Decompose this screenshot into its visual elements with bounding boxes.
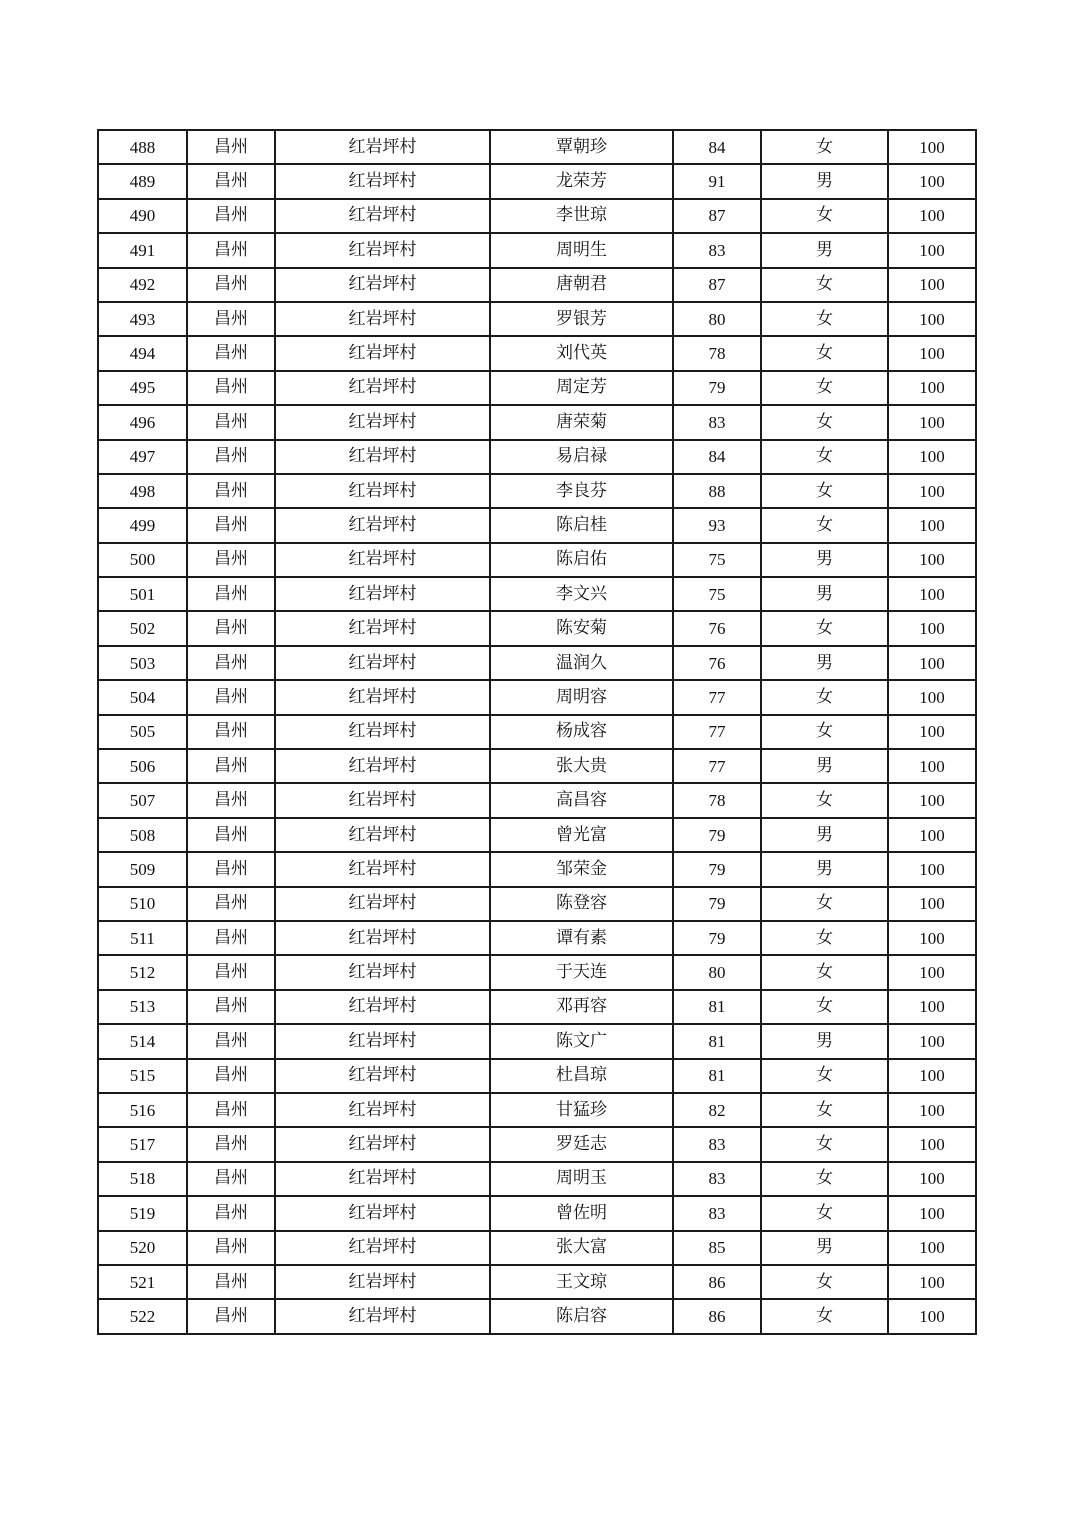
table-row — [98, 783, 976, 817]
village-cell: 红岩坪村 — [275, 543, 490, 577]
name-cell: 温润久 — [490, 646, 673, 680]
table-row — [98, 1024, 976, 1058]
age-cell: 79 — [673, 852, 761, 886]
table-row — [98, 818, 976, 852]
village-cell: 红岩坪村 — [275, 1024, 490, 1058]
village-cell: 红岩坪村 — [275, 715, 490, 749]
table-row — [98, 852, 976, 886]
age-cell: 85 — [673, 1231, 761, 1265]
name-cell: 李文兴 — [490, 577, 673, 611]
table-row — [98, 611, 976, 645]
row-number-cell: 517 — [98, 1127, 187, 1161]
age-cell: 87 — [673, 268, 761, 302]
name-cell: 陈安菊 — [490, 611, 673, 645]
township-cell: 昌州 — [187, 1059, 275, 1093]
age-cell: 81 — [673, 1024, 761, 1058]
age-cell: 78 — [673, 783, 761, 817]
amount-cell: 100 — [888, 302, 976, 336]
age-cell: 83 — [673, 1196, 761, 1230]
name-cell: 陈启容 — [490, 1299, 673, 1333]
age-cell: 81 — [673, 990, 761, 1024]
age-cell: 79 — [673, 371, 761, 405]
table-row — [98, 715, 976, 749]
row-number-cell: 511 — [98, 921, 187, 955]
village-cell: 红岩坪村 — [275, 336, 490, 370]
gender-cell: 女 — [761, 611, 888, 645]
village-cell: 红岩坪村 — [275, 646, 490, 680]
amount-cell: 100 — [888, 1024, 976, 1058]
roster-table — [97, 129, 977, 1335]
village-cell: 红岩坪村 — [275, 1059, 490, 1093]
village-cell: 红岩坪村 — [275, 887, 490, 921]
row-number-cell: 519 — [98, 1196, 187, 1230]
row-number-cell: 515 — [98, 1059, 187, 1093]
township-cell: 昌州 — [187, 199, 275, 233]
row-number-cell: 506 — [98, 749, 187, 783]
table-row — [98, 440, 976, 474]
table-row — [98, 680, 976, 714]
village-cell: 红岩坪村 — [275, 268, 490, 302]
township-cell: 昌州 — [187, 715, 275, 749]
village-cell: 红岩坪村 — [275, 783, 490, 817]
gender-cell: 男 — [761, 818, 888, 852]
age-cell: 79 — [673, 921, 761, 955]
township-cell: 昌州 — [187, 818, 275, 852]
amount-cell: 100 — [888, 440, 976, 474]
table-row — [98, 749, 976, 783]
village-cell: 红岩坪村 — [275, 233, 490, 267]
age-cell: 86 — [673, 1265, 761, 1299]
township-cell: 昌州 — [187, 164, 275, 198]
amount-cell: 100 — [888, 887, 976, 921]
amount-cell: 100 — [888, 268, 976, 302]
township-cell: 昌州 — [187, 233, 275, 267]
age-cell: 83 — [673, 233, 761, 267]
gender-cell: 女 — [761, 680, 888, 714]
table-row — [98, 1231, 976, 1265]
row-number-cell: 498 — [98, 474, 187, 508]
table-row — [98, 921, 976, 955]
table-row — [98, 1162, 976, 1196]
age-cell: 86 — [673, 1299, 761, 1333]
row-number-cell: 503 — [98, 646, 187, 680]
township-cell: 昌州 — [187, 1127, 275, 1161]
township-cell: 昌州 — [187, 1196, 275, 1230]
amount-cell: 100 — [888, 164, 976, 198]
township-cell: 昌州 — [187, 749, 275, 783]
table-row — [98, 474, 976, 508]
amount-cell: 100 — [888, 611, 976, 645]
row-number-cell: 492 — [98, 268, 187, 302]
row-number-cell: 518 — [98, 1162, 187, 1196]
age-cell: 93 — [673, 508, 761, 542]
table-row — [98, 302, 976, 336]
table-row — [98, 371, 976, 405]
village-cell: 红岩坪村 — [275, 990, 490, 1024]
name-cell: 周明玉 — [490, 1162, 673, 1196]
name-cell: 曾佐明 — [490, 1196, 673, 1230]
row-number-cell: 510 — [98, 887, 187, 921]
table-row — [98, 199, 976, 233]
village-cell: 红岩坪村 — [275, 474, 490, 508]
name-cell: 刘代英 — [490, 336, 673, 370]
name-cell: 唐朝君 — [490, 268, 673, 302]
age-cell: 83 — [673, 1127, 761, 1161]
row-number-cell: 491 — [98, 233, 187, 267]
table-row — [98, 1265, 976, 1299]
name-cell: 罗银芳 — [490, 302, 673, 336]
village-cell: 红岩坪村 — [275, 1093, 490, 1127]
gender-cell: 男 — [761, 164, 888, 198]
township-cell: 昌州 — [187, 1162, 275, 1196]
table-row — [98, 268, 976, 302]
name-cell: 张大富 — [490, 1231, 673, 1265]
name-cell: 周明生 — [490, 233, 673, 267]
row-number-cell: 505 — [98, 715, 187, 749]
row-number-cell: 501 — [98, 577, 187, 611]
amount-cell: 100 — [888, 1093, 976, 1127]
village-cell: 红岩坪村 — [275, 1299, 490, 1333]
gender-cell: 男 — [761, 852, 888, 886]
amount-cell: 100 — [888, 1231, 976, 1265]
village-cell: 红岩坪村 — [275, 1162, 490, 1196]
name-cell: 邹荣金 — [490, 852, 673, 886]
village-cell: 红岩坪村 — [275, 577, 490, 611]
row-number-cell: 507 — [98, 783, 187, 817]
table-row — [98, 955, 976, 989]
gender-cell: 女 — [761, 199, 888, 233]
amount-cell: 100 — [888, 233, 976, 267]
row-number-cell: 508 — [98, 818, 187, 852]
age-cell: 83 — [673, 1162, 761, 1196]
gender-cell: 女 — [761, 1299, 888, 1333]
village-cell: 红岩坪村 — [275, 440, 490, 474]
township-cell: 昌州 — [187, 130, 275, 164]
name-cell: 高昌容 — [490, 783, 673, 817]
township-cell: 昌州 — [187, 268, 275, 302]
name-cell: 于天连 — [490, 955, 673, 989]
amount-cell: 100 — [888, 474, 976, 508]
township-cell: 昌州 — [187, 336, 275, 370]
village-cell: 红岩坪村 — [275, 1196, 490, 1230]
township-cell: 昌州 — [187, 783, 275, 817]
age-cell: 84 — [673, 130, 761, 164]
village-cell: 红岩坪村 — [275, 749, 490, 783]
township-cell: 昌州 — [187, 508, 275, 542]
row-number-cell: 504 — [98, 680, 187, 714]
village-cell: 红岩坪村 — [275, 199, 490, 233]
row-number-cell: 496 — [98, 405, 187, 439]
age-cell: 88 — [673, 474, 761, 508]
table-row — [98, 887, 976, 921]
township-cell: 昌州 — [187, 646, 275, 680]
row-number-cell: 521 — [98, 1265, 187, 1299]
township-cell: 昌州 — [187, 1265, 275, 1299]
age-cell: 76 — [673, 611, 761, 645]
amount-cell: 100 — [888, 508, 976, 542]
row-number-cell: 514 — [98, 1024, 187, 1058]
amount-cell: 100 — [888, 371, 976, 405]
gender-cell: 女 — [761, 783, 888, 817]
gender-cell: 女 — [761, 371, 888, 405]
amount-cell: 100 — [888, 818, 976, 852]
gender-cell: 女 — [761, 405, 888, 439]
amount-cell: 100 — [888, 680, 976, 714]
gender-cell: 男 — [761, 233, 888, 267]
amount-cell: 100 — [888, 1059, 976, 1093]
name-cell: 覃朝珍 — [490, 130, 673, 164]
village-cell: 红岩坪村 — [275, 130, 490, 164]
township-cell: 昌州 — [187, 1093, 275, 1127]
age-cell: 87 — [673, 199, 761, 233]
age-cell: 75 — [673, 577, 761, 611]
village-cell: 红岩坪村 — [275, 852, 490, 886]
township-cell: 昌州 — [187, 680, 275, 714]
name-cell: 陈启佑 — [490, 543, 673, 577]
table-row — [98, 1059, 976, 1093]
name-cell: 张大贵 — [490, 749, 673, 783]
gender-cell: 女 — [761, 336, 888, 370]
gender-cell: 女 — [761, 1059, 888, 1093]
age-cell: 75 — [673, 543, 761, 577]
gender-cell: 女 — [761, 508, 888, 542]
row-number-cell: 520 — [98, 1231, 187, 1265]
row-number-cell: 495 — [98, 371, 187, 405]
village-cell: 红岩坪村 — [275, 405, 490, 439]
roster-sheet — [97, 129, 975, 1335]
table-row — [98, 1127, 976, 1161]
township-cell: 昌州 — [187, 852, 275, 886]
gender-cell: 男 — [761, 749, 888, 783]
row-number-cell: 522 — [98, 1299, 187, 1333]
age-cell: 79 — [673, 887, 761, 921]
amount-cell: 100 — [888, 336, 976, 370]
row-number-cell: 488 — [98, 130, 187, 164]
name-cell: 周定芳 — [490, 371, 673, 405]
township-cell: 昌州 — [187, 371, 275, 405]
age-cell: 77 — [673, 680, 761, 714]
amount-cell: 100 — [888, 1196, 976, 1230]
name-cell: 周明容 — [490, 680, 673, 714]
gender-cell: 男 — [761, 1024, 888, 1058]
table-row — [98, 543, 976, 577]
village-cell: 红岩坪村 — [275, 508, 490, 542]
gender-cell: 女 — [761, 440, 888, 474]
township-cell: 昌州 — [187, 474, 275, 508]
row-number-cell: 493 — [98, 302, 187, 336]
age-cell: 77 — [673, 749, 761, 783]
township-cell: 昌州 — [187, 440, 275, 474]
township-cell: 昌州 — [187, 921, 275, 955]
table-row — [98, 990, 976, 1024]
village-cell: 红岩坪村 — [275, 164, 490, 198]
name-cell: 杨成容 — [490, 715, 673, 749]
table-row — [98, 1093, 976, 1127]
name-cell: 曾光富 — [490, 818, 673, 852]
name-cell: 谭有素 — [490, 921, 673, 955]
amount-cell: 100 — [888, 577, 976, 611]
village-cell: 红岩坪村 — [275, 680, 490, 714]
age-cell: 78 — [673, 336, 761, 370]
name-cell: 李良芬 — [490, 474, 673, 508]
gender-cell: 女 — [761, 1196, 888, 1230]
table-row — [98, 233, 976, 267]
table-row — [98, 508, 976, 542]
age-cell: 80 — [673, 302, 761, 336]
township-cell: 昌州 — [187, 955, 275, 989]
table-row — [98, 164, 976, 198]
amount-cell: 100 — [888, 990, 976, 1024]
amount-cell: 100 — [888, 955, 976, 989]
township-cell: 昌州 — [187, 405, 275, 439]
amount-cell: 100 — [888, 852, 976, 886]
table-row — [98, 130, 976, 164]
amount-cell: 100 — [888, 921, 976, 955]
age-cell: 81 — [673, 1059, 761, 1093]
township-cell: 昌州 — [187, 1024, 275, 1058]
gender-cell: 男 — [761, 577, 888, 611]
row-number-cell: 509 — [98, 852, 187, 886]
gender-cell: 女 — [761, 1093, 888, 1127]
gender-cell: 男 — [761, 543, 888, 577]
age-cell: 84 — [673, 440, 761, 474]
village-cell: 红岩坪村 — [275, 371, 490, 405]
amount-cell: 100 — [888, 543, 976, 577]
row-number-cell: 499 — [98, 508, 187, 542]
village-cell: 红岩坪村 — [275, 302, 490, 336]
table-row — [98, 577, 976, 611]
township-cell: 昌州 — [187, 577, 275, 611]
table-row — [98, 646, 976, 680]
amount-cell: 100 — [888, 1127, 976, 1161]
amount-cell: 100 — [888, 715, 976, 749]
row-number-cell: 513 — [98, 990, 187, 1024]
village-cell: 红岩坪村 — [275, 1265, 490, 1299]
gender-cell: 女 — [761, 302, 888, 336]
roster-table-body — [98, 130, 976, 1334]
table-row — [98, 336, 976, 370]
amount-cell: 100 — [888, 199, 976, 233]
amount-cell: 100 — [888, 130, 976, 164]
village-cell: 红岩坪村 — [275, 1231, 490, 1265]
township-cell: 昌州 — [187, 302, 275, 336]
age-cell: 76 — [673, 646, 761, 680]
gender-cell: 女 — [761, 1162, 888, 1196]
name-cell: 龙荣芳 — [490, 164, 673, 198]
amount-cell: 100 — [888, 1162, 976, 1196]
amount-cell: 100 — [888, 1299, 976, 1333]
village-cell: 红岩坪村 — [275, 818, 490, 852]
row-number-cell: 497 — [98, 440, 187, 474]
name-cell: 唐荣菊 — [490, 405, 673, 439]
row-number-cell: 494 — [98, 336, 187, 370]
village-cell: 红岩坪村 — [275, 1127, 490, 1161]
village-cell: 红岩坪村 — [275, 921, 490, 955]
row-number-cell: 489 — [98, 164, 187, 198]
amount-cell: 100 — [888, 405, 976, 439]
gender-cell: 女 — [761, 990, 888, 1024]
township-cell: 昌州 — [187, 1231, 275, 1265]
gender-cell: 男 — [761, 1231, 888, 1265]
table-row — [98, 405, 976, 439]
amount-cell: 100 — [888, 646, 976, 680]
township-cell: 昌州 — [187, 887, 275, 921]
gender-cell: 女 — [761, 1265, 888, 1299]
age-cell: 91 — [673, 164, 761, 198]
gender-cell: 女 — [761, 955, 888, 989]
name-cell: 易启禄 — [490, 440, 673, 474]
row-number-cell: 516 — [98, 1093, 187, 1127]
table-row — [98, 1299, 976, 1333]
row-number-cell: 512 — [98, 955, 187, 989]
name-cell: 罗廷志 — [490, 1127, 673, 1161]
township-cell: 昌州 — [187, 990, 275, 1024]
age-cell: 82 — [673, 1093, 761, 1127]
age-cell: 79 — [673, 818, 761, 852]
township-cell: 昌州 — [187, 611, 275, 645]
amount-cell: 100 — [888, 1265, 976, 1299]
gender-cell: 女 — [761, 268, 888, 302]
village-cell: 红岩坪村 — [275, 955, 490, 989]
table-row — [98, 1196, 976, 1230]
name-cell: 邓再容 — [490, 990, 673, 1024]
name-cell: 陈启桂 — [490, 508, 673, 542]
gender-cell: 女 — [761, 887, 888, 921]
row-number-cell: 502 — [98, 611, 187, 645]
name-cell: 杜昌琼 — [490, 1059, 673, 1093]
township-cell: 昌州 — [187, 1299, 275, 1333]
township-cell: 昌州 — [187, 543, 275, 577]
row-number-cell: 490 — [98, 199, 187, 233]
village-cell: 红岩坪村 — [275, 611, 490, 645]
name-cell: 陈登容 — [490, 887, 673, 921]
name-cell: 王文琼 — [490, 1265, 673, 1299]
age-cell: 77 — [673, 715, 761, 749]
name-cell: 陈文广 — [490, 1024, 673, 1058]
gender-cell: 女 — [761, 1127, 888, 1161]
age-cell: 83 — [673, 405, 761, 439]
name-cell: 甘猛珍 — [490, 1093, 673, 1127]
name-cell: 李世琼 — [490, 199, 673, 233]
amount-cell: 100 — [888, 749, 976, 783]
gender-cell: 女 — [761, 474, 888, 508]
gender-cell: 女 — [761, 130, 888, 164]
gender-cell: 女 — [761, 921, 888, 955]
row-number-cell: 500 — [98, 543, 187, 577]
gender-cell: 女 — [761, 715, 888, 749]
age-cell: 80 — [673, 955, 761, 989]
amount-cell: 100 — [888, 783, 976, 817]
gender-cell: 男 — [761, 646, 888, 680]
